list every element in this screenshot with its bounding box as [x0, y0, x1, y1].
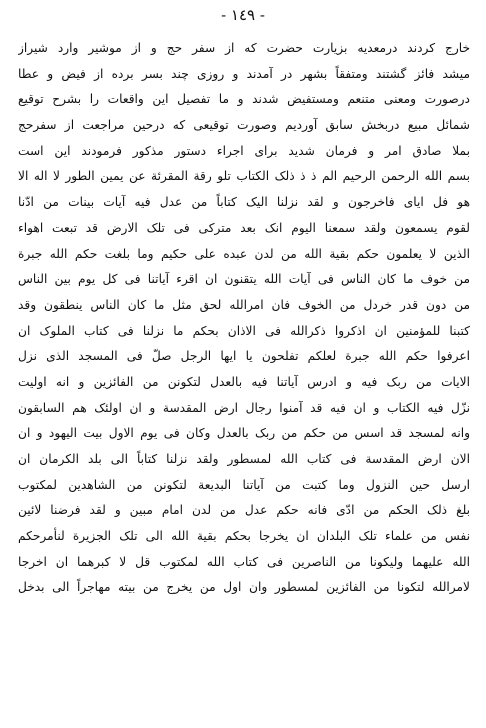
- text-line: بملا صادق امر و فرمان شدید برای اجراء دستور مذکور فرمودند این است: [18, 143, 470, 158]
- page-number: - ١٤٩ -: [221, 6, 265, 24]
- text-line: الایات من ربک فیه و ادرس آیاتنا فیه بالعدل لتکونن من الفائزین و انه اولیت: [18, 374, 470, 389]
- text-line: ارسل حین النزول وما کتبت من آیاتنا البدیعة لتکونن من الشاهدین لمکتوب: [18, 477, 470, 492]
- text-line: نزّل فیه الکتاب و ان فیه قد آمنوا رجال ارض المقدسة و ان اولئک هم السابقون: [18, 400, 470, 415]
- text-line: نفس من علماء تلک البلدان ان یخرجا بحکم بقیة الله الی تلک الجزیرة لنأمرحکم: [18, 529, 470, 544]
- text-line: اعرفوا حکم الله جبرة لعلکم تفلحون یا ایها الرجل صلّ فی المسجد الذی نزل: [18, 349, 470, 364]
- text-line: الله علیهما ولیکونا من الناصرین فی کتاب الله لمکتوب قل لا کبرهما ان اخرجا: [18, 554, 470, 569]
- text-line: لامرالله لتکونا من الفائزین لمسطور وان اول من یخرج من بیته مهاجراً الی بدخل: [18, 580, 470, 595]
- text-line: بلغ ذلک الحکم من ادّی فانه حکم عدل من لدن امام مبین و لقد فرضنا لائین: [18, 503, 470, 518]
- text-line: لقوم یسمعون ولقد سمعنا الیوم انک بعد مترکی فی تلک الارض قد تبعت اهواء: [18, 220, 470, 235]
- text-line: الان ارض المقدسة فی کتاب الله لمسطور ولقد نزلنا کتاباً الی بلد الکرمان ان: [18, 452, 470, 466]
- text-line: خارج کردند درمعدیه بزیارت حضرت که از سفر حج و از موشیر وارد شیراز: [18, 41, 470, 55]
- text-line: وانه لمسجد قد اسس من حکم من ربک بالعدل وکان فی یوم الاول بیت الیهود و ان: [18, 426, 470, 441]
- text-line: الذین لا یعلمون حکم بقیة الله من لدن عبده علی حکیم وما بلغت حکم الله جبرة: [18, 246, 470, 261]
- text-line: میشد فائز گشتند ومتفقاً بشهر در آمدند و روزی چند بسر برده از فیض و عطا: [18, 66, 470, 81]
- text-line: بسم الله الرحمن الرحیم الم ذ ذ ذلک الکتاب تلو رقة المقرئة عن یمین الطور لا اله الا: [18, 169, 470, 184]
- body-text: [18, 36, 470, 601]
- text-line: من خوف ما کان الناس فی آیات الله یتقنون ان اقرء آیاتنا فی کل یوم بین الناس: [18, 272, 470, 287]
- text-line: درصورت ومعنی متنعم ومستفیض شدند و ما تفصیل این واقعات را بشرح توقیع: [18, 92, 470, 107]
- text-line: من دون قدر خردل من الخوف فان امرالله لحق مثل ما کان الناس ینطقون وقد: [18, 297, 470, 312]
- text-line: کتبنا للمؤمنین ان اذکروا ذکرالله فی الاذان بحکم ما نزلنا فی کتاب الملوک ان: [18, 323, 470, 338]
- text-line: هو فل ایای فاخرجون و لقد نزلنا الیک کتاباً من عدل فیه آیات بینات من ادّنا: [18, 195, 470, 210]
- text-line: شمائل مبیع دربخش سابق آوردیم وصورت توقیعی که درحین مراجعت از سفرحج: [18, 118, 470, 133]
